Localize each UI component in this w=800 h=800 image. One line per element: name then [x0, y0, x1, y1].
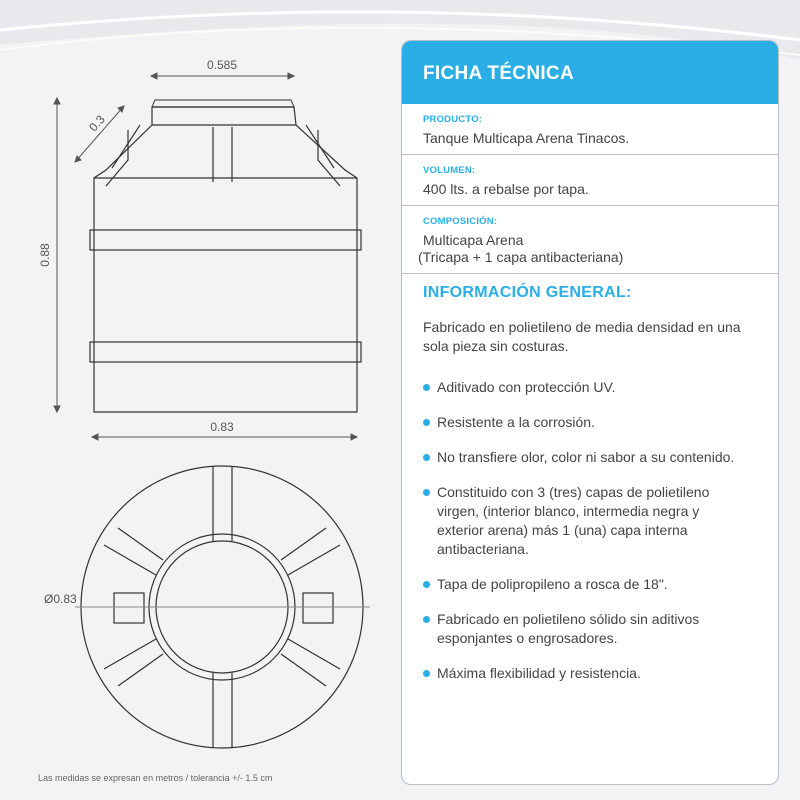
list-item: Máxima flexibilidad y resistencia.	[423, 664, 737, 683]
spec-composition	[402, 206, 778, 274]
bullet-icon	[423, 419, 430, 426]
dim-top-width: 0.585	[206, 58, 238, 72]
dim-diameter: Ø0.83	[44, 592, 77, 606]
spec-value: Multicapa Arena	[423, 232, 524, 248]
spec-product	[402, 104, 778, 155]
spec-value: 400 lts. a rebalse por tapa.	[423, 181, 589, 197]
card-title: FICHA TÉCNICA	[402, 41, 778, 104]
spec-value: Tanque Multicapa Arena Tinacos.	[423, 130, 630, 146]
bullet-icon	[423, 616, 430, 623]
spec-label: COMPOSICIÓN:	[423, 216, 498, 227]
dim-lid-depth: 0.3	[86, 112, 108, 135]
dim-height: 0.88	[38, 243, 52, 267]
spec-label: VOLUMEN:	[423, 165, 476, 176]
bullet-icon	[423, 670, 430, 677]
list-item: Fabricado en polietileno sólido sin aditivos esponjantes o engrosadores.	[423, 610, 737, 648]
bullet-icon	[423, 489, 430, 496]
bullet-icon	[423, 384, 430, 391]
spec-volume	[402, 155, 778, 206]
general-intro: Fabricado en polietileno de media densidad en una sola pieza sin costuras.	[423, 319, 741, 354]
spec-value-secondary: (Tricapa + 1 capa antibacteriana)	[418, 249, 624, 265]
spec-label: PRODUCTO:	[423, 114, 483, 125]
list-item: No transfiere olor, color ni sabor a su contenido.	[423, 448, 737, 467]
list-item: Tapa de polipropileno a rosca de 18".	[423, 575, 737, 594]
general-title: INFORMACIÓN GENERAL:	[423, 284, 632, 301]
spec-card	[401, 40, 779, 785]
bullet-icon	[423, 581, 430, 588]
list-item: Constituido con 3 (tres) capas de polietileno virgen, (interior blanco, intermedia negra y exterior arena) más 1 (una) capa interna antibacteriana.	[423, 483, 737, 559]
list-item: Resistente a la corrosión.	[423, 413, 737, 432]
general-info	[402, 274, 778, 683]
dim-bottom-width: 0.83	[210, 420, 234, 434]
list-item: Aditivado con protección UV.	[423, 378, 737, 397]
feature-list	[423, 378, 757, 683]
bullet-icon	[423, 454, 430, 461]
footnote: Las medidas se expresan en metros / tolerancia +/- 1.5 cm	[38, 773, 273, 783]
